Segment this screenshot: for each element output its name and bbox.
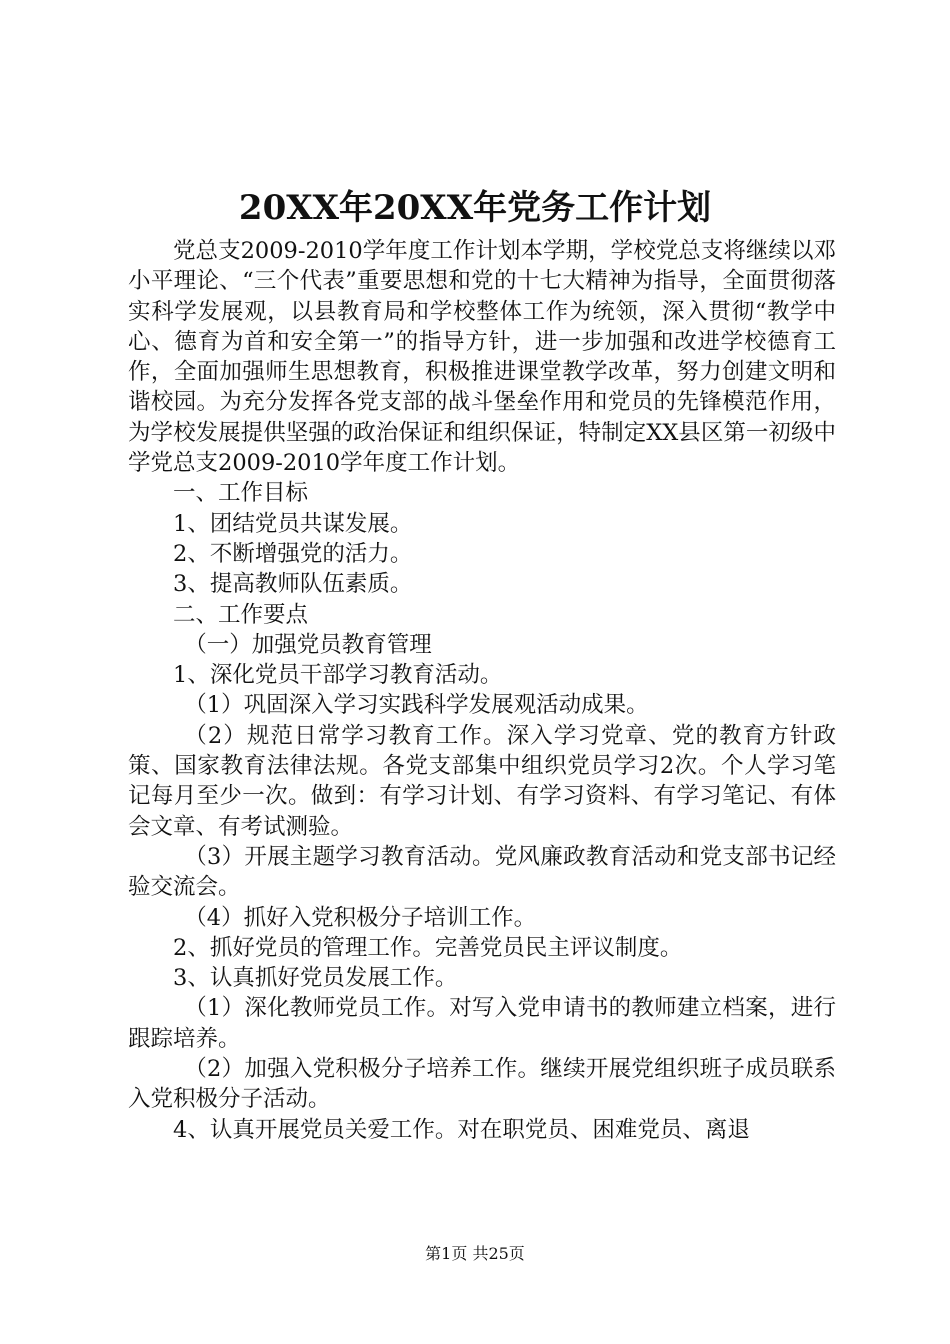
point-item: 1、深化党员干部学习教育活动。 [173,662,503,689]
document-body [128,236,836,1145]
sub-point-item: （1）深化教师党员工作。对写入党申请书的教师建立档案，进行跟踪培养。 [128,995,836,1052]
sub-point-item: （1）巩固深入学习实践科学发展观活动成果。 [184,692,649,719]
intro-paragraph: 党总支2009-2010学年度工作计划本学期，学校党总支将继续以邓小平理论、“三个代表”重要思想和党的十七大精神为指导，全面贯彻落实科学发展观，以县教育局和学校整体工作为统领，深入贯彻“教学中心、德育为首和安全第一”的指导方针，进一步加强和改进学校德育工作，全面加强师生思想教育，积极推进课堂教学改革，努力创建文明和谐校园。为充分发挥各党支部的战斗堡垒作用和党员的先锋模范作用，为学校发展提供坚强的政治保证和组织保证，特制定XX县区第一初级中学党总支2009-2010学年度工作计划。 [128,238,836,477]
subsection-heading: （一）加强党员教育管理 [184,631,432,658]
point-item: 4、认真开展党员关爱工作。对在职党员、困难党员、离退 [173,1116,750,1143]
section-heading-key-points: 二、工作要点 [173,601,309,628]
sub-point-item: （2）加强入党积极分子培养工作。继续开展党组织班子成员联系入党积极分子活动。 [128,1056,836,1113]
point-item: 2、抓好党员的管理工作。完善党员民主评议制度。 [173,934,683,961]
page-number-footer: 第1页 共25页 [425,1244,525,1263]
document-title: 20XX年20XX年党务工作计划 [238,188,712,228]
goal-item: 3、提高教师队伍素质。 [173,571,413,598]
section-heading-goals: 一、工作目标 [173,480,309,507]
goal-item: 1、团结党员共谋发展。 [173,510,413,537]
sub-point-item: （4）抓好入党积极分子培训工作。 [184,904,537,931]
sub-point-item: （3）开展主题学习教育活动。党风廉政教育活动和党支部书记经验交流会。 [128,843,836,901]
goal-item: 2、不断增强党的活力。 [173,540,413,567]
point-item: 3、认真抓好党员发展工作。 [173,965,458,992]
sub-point-item: （2）规范日常学习教育工作。深入学习党章、党的教育方针政策、国家教育法律法规。各党支部集中组织党员学习2次。个人学习笔记每月至少一次。做到：有学习计划、有学习资料、有学习笔记、有体会文章、有考试测验。 [128,722,836,840]
